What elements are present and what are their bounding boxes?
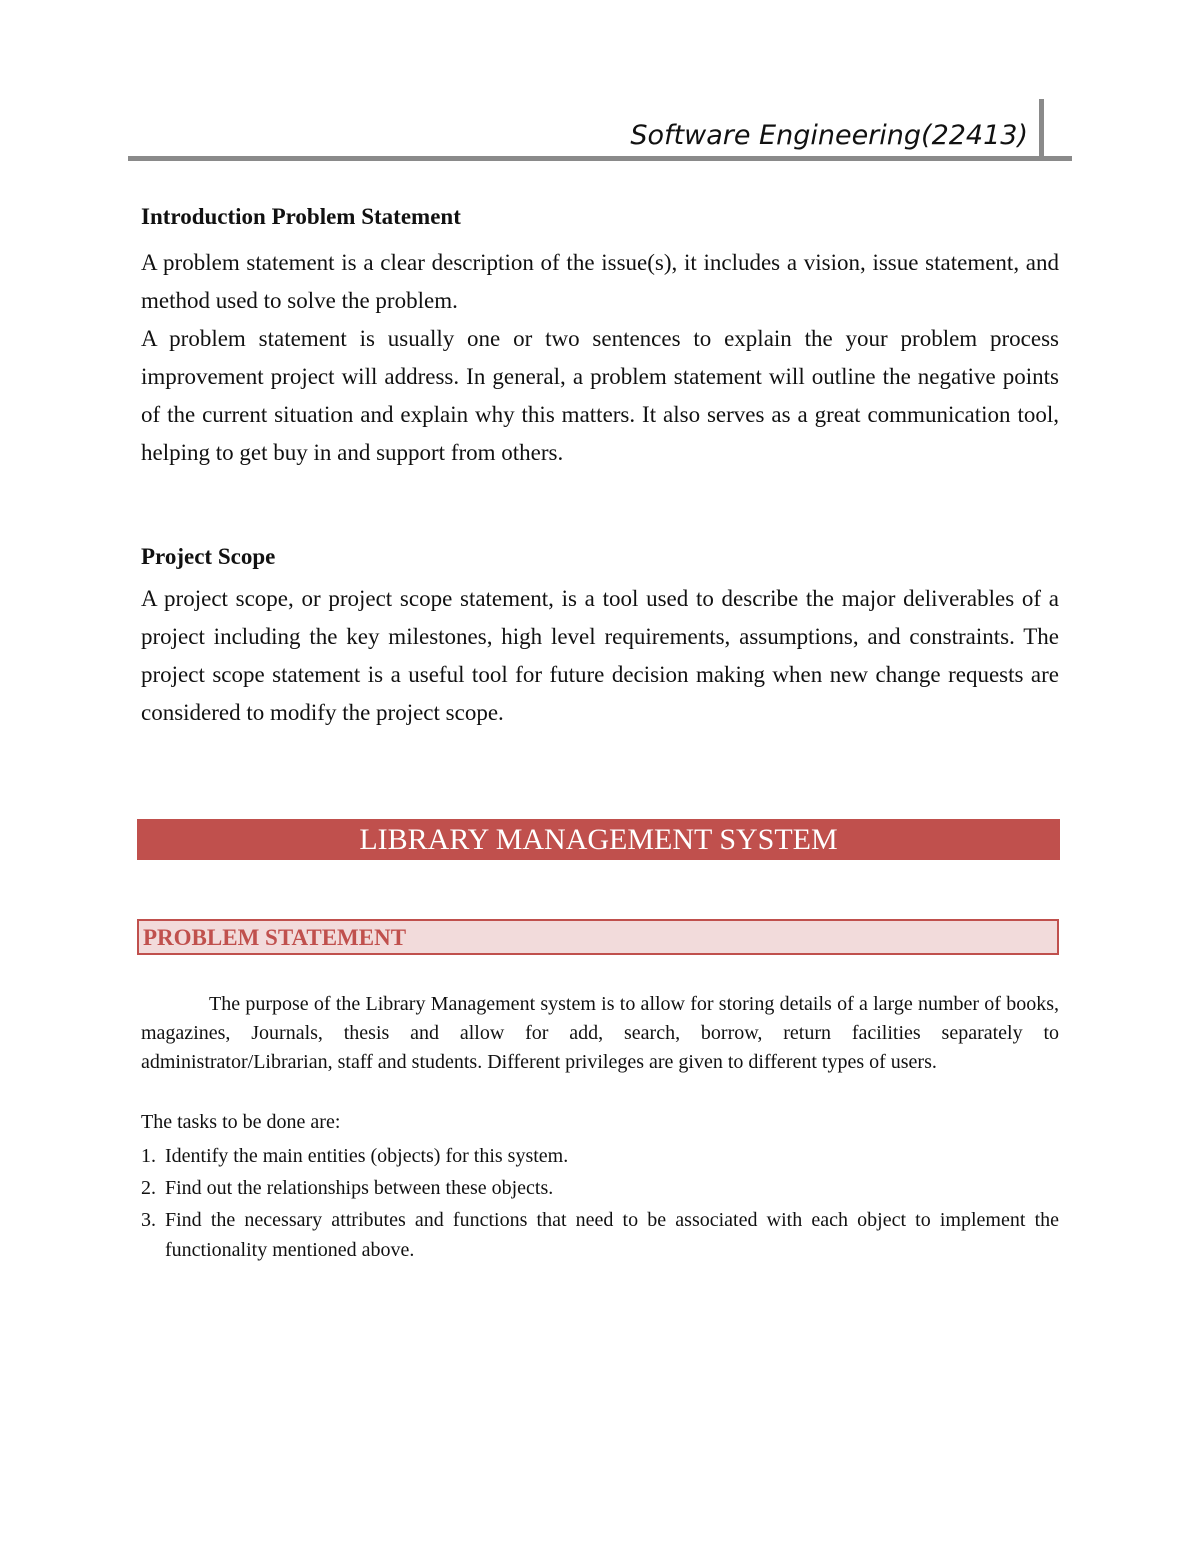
list-item (141, 1173, 1059, 1203)
intro-paragraph-1: A problem statement is a clear description of the issue(s), it includes a vision, issue statement, and method used to solve the problem. (141, 250, 1059, 313)
list-item (141, 1141, 1059, 1171)
list-item-text: Find the necessary attributes and functions that need to be associated with each object to implement the functionality mentioned above. (165, 1209, 1059, 1261)
task-list (141, 1141, 1059, 1267)
intro-paragraph-2: A problem statement is usually one or two sentences to explain the your problem process improvement project will address. In general, a problem statement will outline the negative points of the current situation and explain why this matters. It also serves as a great communication tool, helping to get buy in and support from others. (141, 326, 1059, 465)
header-rule (128, 156, 1072, 161)
list-item-number: 3. (141, 1209, 156, 1231)
list-item-number: 2. (141, 1177, 156, 1199)
header-title: Software Engineering(22413) (630, 120, 1028, 151)
list-item (141, 1205, 1059, 1265)
scope-heading: Project Scope (141, 544, 276, 569)
list-item-text: Identify the main entities (objects) for this system. (165, 1145, 569, 1167)
list-item-number: 1. (141, 1145, 156, 1167)
system-title-banner: LIBRARY MANAGEMENT SYSTEM (137, 819, 1060, 860)
problem-statement-heading: PROBLEM STATEMENT (137, 919, 1059, 955)
intro-heading: Introduction Problem Statement (141, 204, 461, 229)
list-item-text: Find out the relationships between these objects. (165, 1177, 554, 1199)
scope-paragraph: A project scope, or project scope statement, is a tool used to describe the major deliverables of a project including the key milestones, high level requirements, assumptions, and constraints. The project scope statement is a useful tool for future decision making when new change requests are considered to modify the project scope. (141, 586, 1059, 725)
tasks-intro: The tasks to be done are: (141, 1111, 341, 1133)
problem-statement-paragraph: The purpose of the Library Management system is to allow for storing details of a large number of books, magazines, Journals, thesis and allow for add, search, borrow, return facilities separately to administrator/Librarian, staff and students. Different privileges are given to different types of users. (141, 993, 1059, 1073)
header-vertical-rule (1039, 99, 1044, 161)
